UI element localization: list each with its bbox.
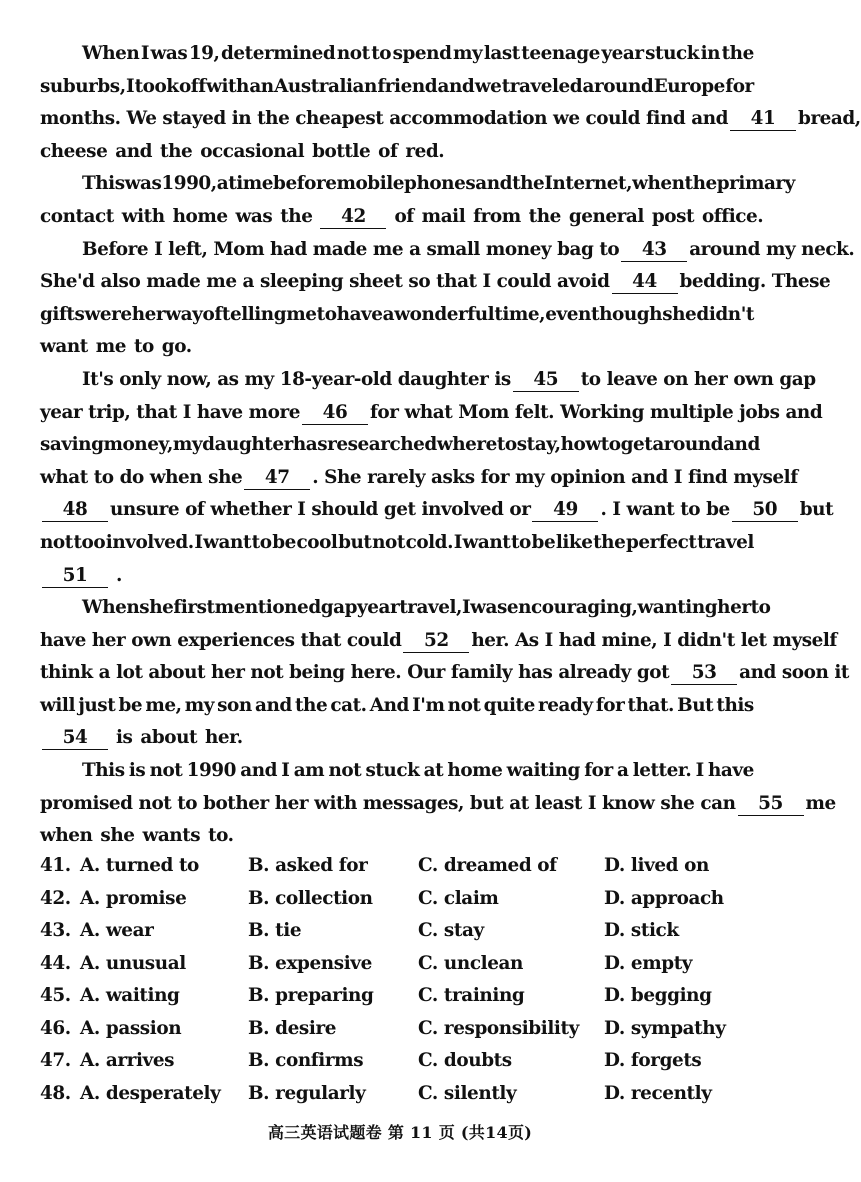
option-d: D. begging	[604, 985, 712, 1006]
passage-word: but	[338, 531, 372, 553]
option-a: A. passion	[80, 1017, 182, 1039]
option-d: D. forgets	[604, 1050, 702, 1071]
passage-word: the	[593, 531, 626, 553]
passage-text: want me to go.	[40, 336, 192, 358]
blank-55: 55	[738, 793, 804, 816]
blank-47: 47	[244, 467, 310, 490]
passage-word: friend	[377, 75, 438, 97]
passage-word: will	[40, 694, 75, 716]
passage-word: home	[447, 760, 503, 782]
passage-word: her	[717, 597, 751, 619]
passage-word: not	[149, 760, 183, 782]
passage-word: for	[595, 694, 625, 716]
option-a: A. wear	[80, 920, 154, 941]
passage-word: When	[82, 43, 140, 64]
passage-word: suburbs,	[40, 75, 126, 97]
passage-word: even	[545, 303, 591, 325]
passage-word: I	[281, 760, 290, 782]
option-b: B. desire	[248, 1017, 337, 1039]
passage-word: to	[496, 434, 517, 456]
passage-text: of mail from the general post office.	[394, 205, 764, 227]
passage-word: and	[475, 173, 513, 195]
passage-word: determined	[221, 43, 336, 64]
passage-word: telling	[221, 303, 287, 325]
passage-word: I	[695, 760, 704, 782]
passage-line	[40, 755, 754, 788]
passage-word: first	[173, 597, 215, 619]
passage-line	[40, 820, 754, 853]
passage-word: travel,	[399, 597, 462, 619]
option-row-43	[40, 915, 760, 948]
passage-line	[40, 690, 754, 723]
passage-line	[40, 71, 754, 104]
passage-line	[40, 429, 760, 462]
passage-word: be	[118, 694, 143, 716]
passage-line	[40, 168, 795, 201]
option-d: D. lived on	[604, 855, 709, 876]
passage-line	[40, 722, 754, 755]
passage-word: not	[447, 694, 481, 716]
passage-text: contact with home was the	[40, 205, 313, 227]
passage-word: I	[461, 597, 471, 619]
question-number: 46.	[40, 1017, 71, 1039]
option-c: C. stay	[418, 920, 484, 941]
passage-word: want	[203, 531, 251, 553]
option-b: B. collection	[248, 887, 373, 909]
passage-word: travel	[697, 531, 754, 553]
passage-word: Australian	[274, 75, 377, 97]
passage-line	[40, 266, 831, 299]
passage-word: off	[178, 75, 206, 97]
passage-word: cat.	[330, 694, 367, 716]
passage-text: bread,	[798, 108, 861, 130]
passage-line	[40, 38, 754, 71]
passage-word: am	[293, 760, 325, 782]
passage-text: to leave on her own gap	[580, 368, 816, 390]
passage-word: we	[474, 75, 502, 97]
passage-word: took	[134, 75, 179, 97]
blank-48: 48	[42, 499, 108, 522]
question-number: 47.	[40, 1050, 71, 1071]
passage-word: how	[560, 434, 601, 456]
passage-word: time,	[494, 303, 546, 325]
option-b: B. preparing	[248, 985, 374, 1006]
passage-word: the	[684, 173, 717, 195]
passage-word: for	[725, 75, 754, 97]
passage-word: time	[228, 173, 274, 195]
option-a: A. unusual	[80, 952, 186, 974]
passage-word: year	[601, 43, 644, 64]
option-c: C. dreamed of	[418, 855, 557, 876]
question-number: 43.	[40, 920, 71, 941]
passage-word: cool	[296, 531, 338, 553]
option-b: B. tie	[248, 920, 302, 941]
passage-word: of	[202, 303, 222, 325]
passage-word: mobile	[336, 173, 405, 195]
passage-word: perfect	[626, 531, 697, 553]
passage-word: saving	[40, 434, 104, 456]
passage-line	[40, 364, 816, 397]
option-b: B. expensive	[248, 952, 372, 974]
passage-word: daughter	[202, 434, 293, 456]
passage-word: encouraging,	[506, 597, 638, 619]
passage-word: didn't	[696, 303, 754, 325]
passage-word: be	[272, 531, 296, 553]
passage-word: But	[677, 694, 714, 716]
question-number: 41.	[40, 855, 71, 876]
passage-word: I	[194, 531, 203, 553]
passage-word: to	[511, 531, 531, 553]
passage-word: 1990,	[161, 173, 217, 195]
passage-word: stay,	[516, 434, 561, 456]
passage-word: involved.	[105, 531, 194, 553]
passage-word: last	[483, 43, 520, 64]
cloze-passage	[40, 38, 861, 853]
passage-word: Europe	[653, 75, 725, 97]
passage-line	[40, 234, 855, 267]
option-a: A. arrives	[80, 1050, 175, 1071]
passage-word: like	[555, 531, 593, 553]
passage-word: a	[617, 760, 629, 782]
passage-word: have	[336, 303, 383, 325]
passage-word: the	[512, 173, 545, 195]
answer-options	[40, 850, 760, 1110]
passage-text: unsure of whether I should get involved or	[110, 499, 531, 521]
passage-word: not	[336, 43, 370, 64]
passage-word: primary	[716, 173, 795, 195]
passage-text: and soon it	[739, 662, 849, 684]
blank-50: 50	[732, 499, 798, 522]
passage-line	[40, 462, 798, 495]
passage-word: the	[294, 694, 328, 716]
passage-word: though	[591, 303, 663, 325]
passage-text: what to do when she	[40, 466, 243, 488]
passage-line	[40, 560, 754, 593]
passage-word: not	[40, 531, 73, 553]
option-a: A. turned to	[80, 855, 199, 876]
passage-word: to	[371, 43, 392, 64]
passage-text: Before I left, Mom had made me a small money bag to	[82, 238, 620, 260]
passage-word: When	[82, 597, 140, 619]
passage-text: . She rarely asks for my opinion and I find myself	[312, 466, 798, 488]
blank-46: 46	[302, 402, 368, 425]
option-c: C. silently	[418, 1082, 517, 1104]
question-number: 44.	[40, 952, 71, 974]
passage-word: my	[172, 434, 203, 456]
passage-word: want	[462, 531, 511, 553]
passage-text: It's only now, as my 18-year-old daughter is	[82, 368, 511, 390]
passage-word: were	[84, 303, 132, 325]
passage-word: This	[82, 760, 125, 782]
option-d: D. stick	[604, 920, 679, 941]
passage-line	[40, 299, 754, 332]
blank-43: 43	[621, 239, 687, 262]
passage-word: was	[124, 173, 162, 195]
passage-word: my	[184, 694, 214, 716]
passage-word: and	[255, 694, 292, 716]
passage-text: bedding. These	[679, 271, 831, 293]
passage-word: around	[582, 75, 654, 97]
passage-line	[40, 494, 834, 527]
passage-text: think a lot about her not being here. Our family has already got	[40, 662, 670, 684]
passage-word: with	[206, 75, 249, 97]
option-a: A. desperately	[80, 1082, 221, 1104]
passage-word: her	[131, 303, 166, 325]
option-c: C. claim	[418, 887, 499, 909]
passage-word: my	[453, 43, 483, 64]
passage-text: months. We stayed in the cheapest accommodation we could find and	[40, 108, 729, 130]
passage-word: spend	[392, 43, 452, 64]
passage-word: son	[217, 694, 252, 716]
passage-word: to	[750, 597, 771, 619]
passage-word: me,	[145, 694, 182, 716]
passage-word: waiting	[506, 760, 580, 782]
option-b: B. regularly	[248, 1082, 366, 1104]
option-c: C. unclean	[418, 952, 524, 974]
blank-42: 42	[320, 206, 386, 229]
passage-word: too	[73, 531, 106, 553]
passage-text: She'd also made me a sleeping sheet so that I could avoid	[40, 271, 610, 293]
option-c: C. doubts	[418, 1050, 512, 1071]
passage-word: 1990	[186, 760, 236, 782]
option-b: B. asked for	[248, 855, 368, 876]
blank-44: 44	[612, 271, 678, 294]
passage-word: gap	[320, 597, 358, 619]
passage-text: but	[799, 499, 834, 521]
passage-word: and	[723, 434, 760, 456]
passage-word: where	[436, 434, 497, 456]
passage-text: . I want to be	[600, 499, 730, 521]
passage-word: a	[382, 303, 395, 325]
passage-word: 19,	[188, 43, 220, 64]
passage-line	[40, 788, 836, 821]
passage-line	[40, 657, 849, 690]
option-c: C. responsibility	[418, 1017, 579, 1039]
passage-word: I	[140, 43, 149, 64]
passage-word: a	[216, 173, 229, 195]
passage-word: an	[249, 75, 274, 97]
option-row-47	[40, 1045, 760, 1078]
option-row-46	[40, 1013, 760, 1046]
option-b: B. confirms	[248, 1050, 364, 1071]
passage-word: quite	[483, 694, 535, 716]
passage-word: this	[716, 694, 754, 716]
blank-49: 49	[532, 499, 598, 522]
passage-word: at	[423, 760, 444, 782]
passage-word: me	[286, 303, 317, 325]
passage-word: teenage	[521, 43, 600, 64]
passage-word: and	[240, 760, 278, 782]
passage-word: she	[139, 597, 174, 619]
passage-word: have	[708, 760, 754, 782]
blank-54: 54	[42, 727, 108, 750]
blank-51: 51	[42, 565, 108, 588]
passage-text: for what Mom felt. Working multiple jobs and	[369, 401, 823, 423]
option-d: D. empty	[604, 952, 693, 974]
passage-word: phones	[404, 173, 476, 195]
passage-word: mentioned	[214, 597, 321, 619]
passage-line	[40, 527, 754, 560]
passage-word: I	[126, 75, 135, 97]
passage-word: ready	[538, 694, 593, 716]
option-d: D. recently	[604, 1082, 712, 1104]
passage-line	[40, 103, 861, 136]
passage-word: for	[584, 760, 613, 782]
option-a: A. promise	[80, 887, 187, 909]
blank-53: 53	[671, 662, 737, 685]
passage-word: not	[328, 760, 362, 782]
passage-word: not	[372, 531, 405, 553]
passage-word: to	[600, 434, 621, 456]
option-row-42	[40, 883, 760, 916]
passage-text: year trip, that I have more	[40, 401, 300, 423]
passage-text: is about her.	[116, 727, 243, 749]
passage-line	[40, 592, 771, 625]
passage-word: be	[531, 531, 556, 553]
passage-word: researched	[327, 434, 437, 456]
page-footer: 高三英语试题卷 第 11 页 (共14页)	[267, 1123, 533, 1142]
passage-word: wanting	[637, 597, 718, 619]
option-d: D. approach	[604, 887, 724, 909]
passage-text: cheese and the occasional bottle of red.	[40, 140, 445, 162]
passage-line	[40, 201, 764, 234]
passage-word: I	[453, 531, 462, 553]
passage-text: me	[805, 792, 836, 814]
blank-52: 52	[403, 630, 469, 653]
option-row-41	[40, 850, 760, 883]
option-row-44	[40, 948, 760, 981]
passage-line	[40, 397, 823, 430]
passage-word: she	[662, 303, 697, 325]
passage-word: was	[470, 597, 507, 619]
passage-word: is	[128, 760, 146, 782]
passage-line	[40, 136, 754, 169]
blank-45: 45	[513, 369, 579, 392]
passage-word: letter.	[632, 760, 692, 782]
blank-41: 41	[730, 108, 796, 131]
option-row-48	[40, 1078, 760, 1111]
passage-text: .	[116, 564, 122, 586]
passage-line	[40, 331, 754, 364]
passage-word: gifts	[40, 303, 85, 325]
passage-word: to	[316, 303, 337, 325]
option-row-45	[40, 980, 760, 1013]
passage-word: around	[652, 434, 724, 456]
passage-word: And	[369, 694, 409, 716]
passage-word: get	[620, 434, 653, 456]
passage-word: This	[82, 173, 125, 195]
passage-word: when	[632, 173, 685, 195]
passage-word: wonderful	[394, 303, 495, 325]
passage-word: money,	[103, 434, 173, 456]
passage-word: Internet,	[544, 173, 633, 195]
passage-word: was	[150, 43, 188, 64]
option-d: D. sympathy	[604, 1017, 726, 1039]
question-number: 48.	[40, 1082, 71, 1104]
passage-text: have her own experiences that could	[40, 629, 402, 651]
passage-word: cold.	[405, 531, 454, 553]
passage-word: has	[292, 434, 328, 456]
option-c: C. training	[418, 985, 525, 1006]
passage-word: to	[251, 531, 272, 553]
passage-word: before	[273, 173, 337, 195]
question-number: 42.	[40, 887, 71, 909]
passage-word: year	[357, 597, 400, 619]
passage-text: her. As I had mine, I didn't let myself	[471, 629, 837, 651]
passage-text: promised not to bother her with messages, but at least I know she can	[40, 792, 736, 814]
passage-word: that.	[627, 694, 674, 716]
passage-word: stuck	[645, 43, 700, 64]
passage-word: the	[721, 43, 754, 64]
passage-line	[40, 625, 837, 658]
passage-word: I'm	[412, 694, 445, 716]
passage-word: traveled	[501, 75, 583, 97]
question-number: 45.	[40, 985, 71, 1006]
passage-word: and	[437, 75, 475, 97]
passage-word: in	[700, 43, 721, 64]
passage-text: when she wants to.	[40, 825, 234, 847]
passage-word: just	[78, 694, 116, 716]
passage-word: way	[165, 303, 203, 325]
passage-text: around my neck.	[689, 238, 855, 260]
option-a: A. waiting	[80, 985, 180, 1006]
passage-word: stuck	[365, 760, 420, 782]
